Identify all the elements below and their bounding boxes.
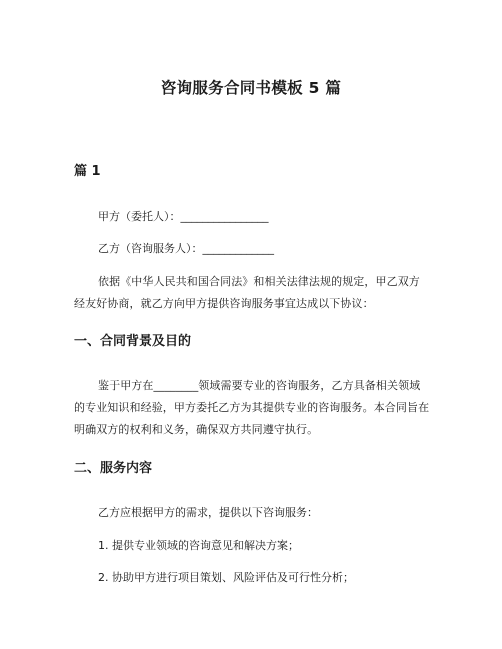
section-heading-services: 二、服务内容	[74, 461, 153, 476]
part-heading: 篇 1	[74, 164, 101, 179]
document-title: 咨询服务合同书模板 5 篇	[160, 79, 342, 97]
background-paragraph: 鉴于甲方在________领域需要专业的咨询服务，乙方具备相关领域的专业知识和经验，甲方委托乙方为其提供专业的咨询服务。本合同旨在明确双方的权利和义务，确保双方共同遵守执行。	[74, 379, 430, 436]
party-b-line: 乙方（咨询服务人）：_____________	[98, 242, 274, 255]
list-item: 2. 协助甲方进行项目策划、风险评估及可行性分析；	[98, 571, 354, 584]
list-item: 1. 提供专业领域的咨询意见和解决方案；	[98, 539, 299, 552]
party-a-line: 甲方（委托人）：________________	[98, 210, 269, 223]
services-intro: 乙方应根据甲方的需求，提供以下咨询服务：	[98, 506, 318, 519]
section-heading-background: 一、合同背景及目的	[74, 334, 192, 349]
preamble-paragraph: 依据《中华人民共和国合同法》和相关法律法规的规定，甲乙双方经友好协商，就乙方向甲方提供咨询服务事宜达成以下协议：	[74, 275, 420, 310]
